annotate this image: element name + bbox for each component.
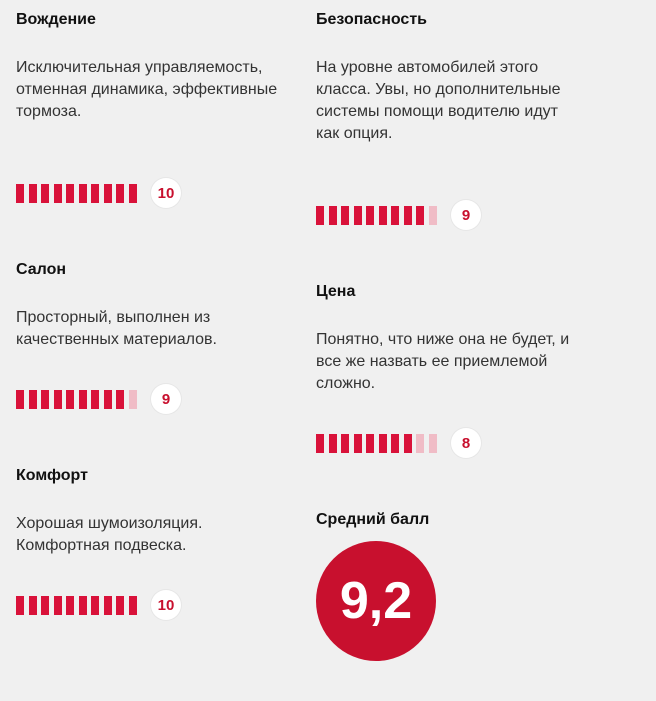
- rating-bar-filled: [379, 206, 387, 225]
- rating-bar-filled: [104, 184, 112, 203]
- rating-bars: [316, 434, 441, 453]
- rating-bars: [316, 206, 441, 225]
- rating-bar-filled: [129, 184, 137, 203]
- section-title: Салон: [16, 261, 67, 278]
- rating-bar-filled: [116, 184, 124, 203]
- rating-bar-filled: [54, 596, 62, 615]
- rating-bar-filled: [129, 596, 137, 615]
- rating-bar-filled: [54, 184, 62, 203]
- section-title: Безопасность: [316, 11, 427, 28]
- rating-bar-filled: [379, 434, 387, 453]
- section-safety: [316, 10, 578, 145]
- rating-bar-filled: [104, 390, 112, 409]
- rating-bar-filled: [116, 390, 124, 409]
- rating-bar-filled: [329, 434, 337, 453]
- rating-bar-filled: [66, 596, 74, 615]
- section-driving: [16, 10, 286, 123]
- rating-bars: [16, 184, 141, 203]
- section-text: На уровне автомобилей этого класса. Увы, но дополнительные системы помощи водителю идут как опция.: [316, 59, 561, 142]
- rating-row-driving: [16, 178, 181, 208]
- section-title: Вождение: [16, 11, 96, 28]
- rating-bar-empty: [429, 206, 437, 225]
- section-interior: [16, 260, 286, 351]
- rating-bar-filled: [316, 434, 324, 453]
- rating-bar-filled: [116, 596, 124, 615]
- rating-bar-filled: [16, 596, 24, 615]
- rating-bar-filled: [91, 596, 99, 615]
- rating-bar-filled: [41, 184, 49, 203]
- section-title: Комфорт: [16, 467, 88, 484]
- section-comfort: [16, 466, 286, 557]
- rating-row-interior: [16, 384, 181, 414]
- rating-bar-filled: [91, 390, 99, 409]
- rating-bars: [16, 596, 141, 615]
- rating-bar-filled: [104, 596, 112, 615]
- section-title: Цена: [316, 283, 356, 300]
- rating-bar-filled: [79, 596, 87, 615]
- rating-bar-filled: [79, 184, 87, 203]
- rating-bar-filled: [404, 434, 412, 453]
- rating-bar-empty: [129, 390, 137, 409]
- rating-bar-filled: [341, 206, 349, 225]
- score-badge: 8: [451, 428, 481, 458]
- rating-bar-filled: [354, 206, 362, 225]
- rating-bar-filled: [66, 390, 74, 409]
- section-text: Исключительная управляемость, отменная динамика, эффективные тормоза.: [16, 59, 278, 120]
- rating-row-price: [316, 428, 481, 458]
- score-badge: 10: [151, 178, 181, 208]
- rating-bar-filled: [316, 206, 324, 225]
- rating-bar-filled: [66, 184, 74, 203]
- rating-bar-filled: [366, 206, 374, 225]
- score-badge: 9: [151, 384, 181, 414]
- rating-bar-filled: [29, 596, 37, 615]
- score-badge: 9: [451, 200, 481, 230]
- rating-bar-filled: [79, 390, 87, 409]
- average-score-circle: 9,2: [316, 541, 436, 661]
- rating-bar-empty: [429, 434, 437, 453]
- rating-bar-filled: [404, 206, 412, 225]
- rating-bar-filled: [54, 390, 62, 409]
- rating-bar-filled: [391, 434, 399, 453]
- rating-bar-filled: [16, 390, 24, 409]
- section-text: Хорошая шумоизоляция. Комфортная подвеска.: [16, 515, 203, 554]
- rating-bar-filled: [29, 390, 37, 409]
- section-text: Понятно, что ниже она не будет, и все же назвать ее приемлемой сложно.: [316, 331, 570, 392]
- rating-bar-filled: [16, 184, 24, 203]
- rating-bar-filled: [91, 184, 99, 203]
- rating-bars: [16, 390, 141, 409]
- rating-bar-filled: [391, 206, 399, 225]
- rating-bar-filled: [354, 434, 362, 453]
- rating-bar-filled: [416, 206, 424, 225]
- rating-bar-filled: [341, 434, 349, 453]
- section-text: Просторный, выполнен из качественных материалов.: [16, 309, 217, 348]
- score-badge: 10: [151, 590, 181, 620]
- rating-row-comfort: [16, 590, 181, 620]
- rating-bar-empty: [416, 434, 424, 453]
- rating-row-safety: [316, 200, 481, 230]
- rating-bar-filled: [329, 206, 337, 225]
- section-price: [316, 282, 578, 395]
- average-title: Средний балл: [316, 511, 430, 528]
- rating-bar-filled: [41, 596, 49, 615]
- rating-bar-filled: [41, 390, 49, 409]
- rating-bar-filled: [29, 184, 37, 203]
- rating-bar-filled: [366, 434, 374, 453]
